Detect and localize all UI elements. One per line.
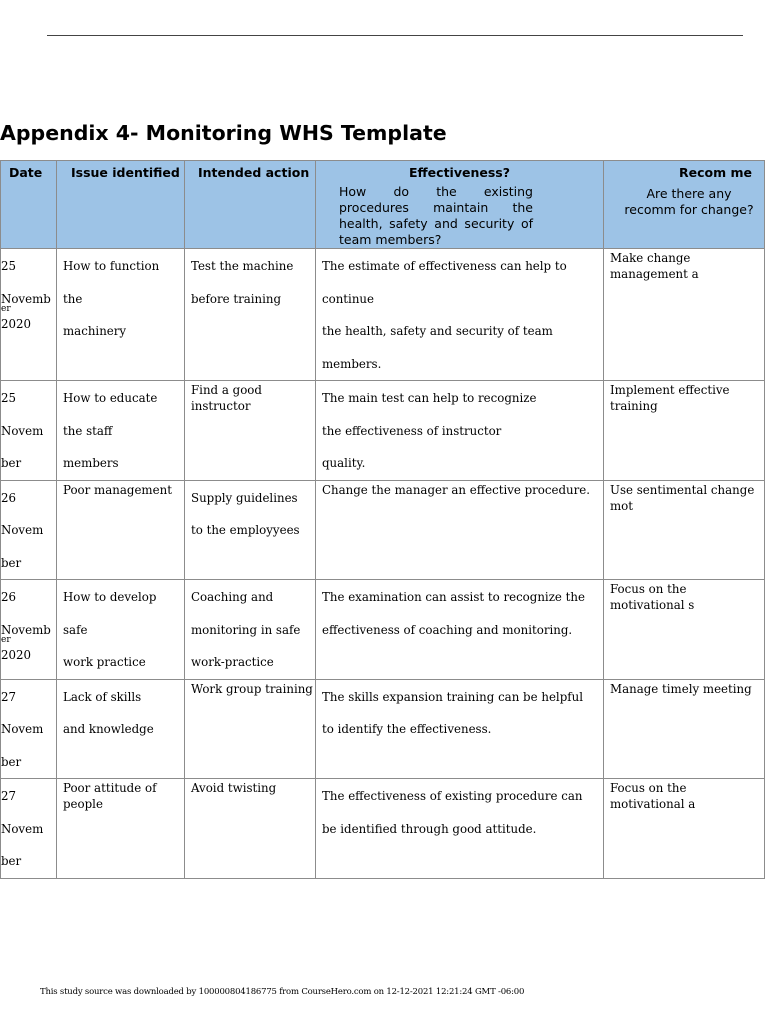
table-row <box>1 249 765 381</box>
cell-recommendation: Use sentimental change mot <box>604 480 765 580</box>
table-row <box>1 480 765 580</box>
cell-issue: How to function the machinery <box>57 249 185 381</box>
cell-recommendation: Implement effective training <box>604 381 765 481</box>
header-date: Date <box>1 161 57 249</box>
cell-action: Work group training <box>185 679 316 779</box>
table-header-row <box>1 161 765 249</box>
cell-recommendation: Make change management a <box>604 249 765 381</box>
cell-date: 27 Novem ber <box>1 779 57 879</box>
table-row <box>1 779 765 879</box>
download-footer: This study source was downloaded by 100000804186775 from CourseHero.com on 12-12-2021 12:21:24 GMT -06:00 <box>40 987 525 997</box>
cell-issue: Lack of skills and knowledge <box>57 679 185 779</box>
page-title: Appendix 4- Monitoring WHS Template <box>0 121 447 145</box>
header-effectiveness: Effectiveness? How do the existing procedures maintain the health, safety and security of team members? <box>316 161 604 249</box>
cell-action: Avoid twisting <box>185 779 316 879</box>
cell-effectiveness: The main test can help to recognize the effectiveness of instructor quality. <box>316 381 604 481</box>
cell-date: 26 Novem ber <box>1 480 57 580</box>
cell-effectiveness: Change the manager an effective procedure. <box>316 480 604 580</box>
cell-action: Test the machine before training <box>185 249 316 381</box>
cell-date: 27 Novem ber <box>1 679 57 779</box>
effectiveness-question: How do the existing procedures maintain the health, safety and security of team members? <box>339 184 533 247</box>
table-row <box>1 679 765 779</box>
cell-date: 25 Novemb er 2020 <box>1 249 57 381</box>
header-recommendation: Recom me Are there any recomm for change? <box>604 161 765 249</box>
cell-effectiveness: The skills expansion training can be helpful to identify the effectiveness. <box>316 679 604 779</box>
cell-issue: Poor management <box>57 480 185 580</box>
cell-issue: How to educate the staff members <box>57 381 185 481</box>
cell-date: 25 Novem ber <box>1 381 57 481</box>
cell-issue: Poor attitude of people <box>57 779 185 879</box>
cell-action: Coaching and monitoring in safe work-practice <box>185 580 316 680</box>
table-row <box>1 381 765 481</box>
cell-effectiveness: The effectiveness of existing procedure can be identified through good attitude. <box>316 779 604 879</box>
cell-effectiveness: The examination can assist to recognize the effectiveness of coaching and monitoring. <box>316 580 604 680</box>
cell-recommendation: Focus on the motivational s <box>604 580 765 680</box>
whs-monitoring-table <box>0 160 765 879</box>
cell-action: Supply guidelines to the employyees <box>185 480 316 580</box>
header-rule <box>47 35 743 36</box>
cell-recommendation: Manage timely meeting <box>604 679 765 779</box>
table-row <box>1 580 765 680</box>
header-issue: Issue identified <box>57 161 185 249</box>
cell-action: Find a good instructor <box>185 381 316 481</box>
cell-date: 26 Novemb er 2020 <box>1 580 57 680</box>
cell-recommendation: Focus on the motivational a <box>604 779 765 879</box>
header-action: Intended action <box>185 161 316 249</box>
recommendation-question: Are there any recomm for change? <box>624 186 754 217</box>
cell-effectiveness: The estimate of effectiveness can help to continue the health, safety and security of team members. <box>316 249 604 381</box>
cell-issue: How to develop safe work practice <box>57 580 185 680</box>
